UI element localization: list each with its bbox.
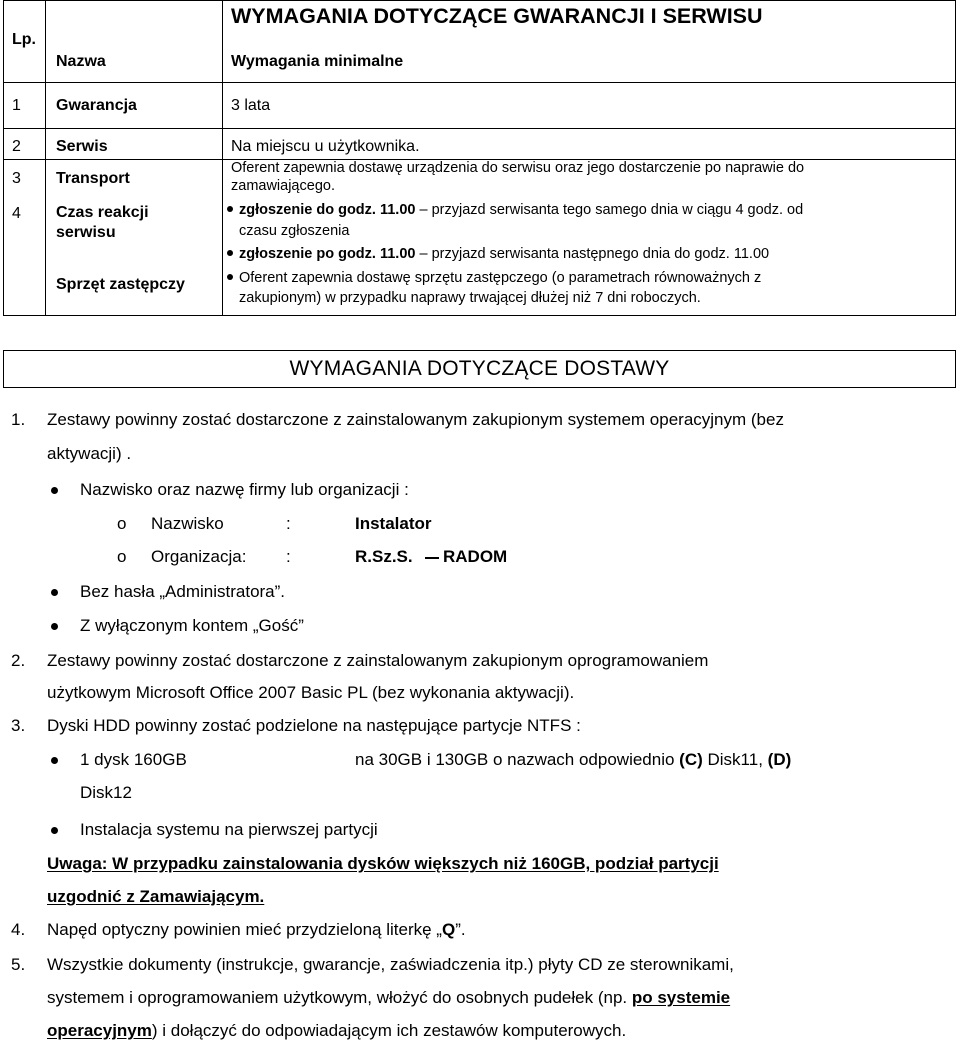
row-number: 2 — [12, 138, 21, 155]
bullet-icon — [51, 589, 58, 596]
disk-d-label: (D) — [767, 750, 792, 769]
table-row — [4, 129, 956, 160]
install-partition: Instalacja systemu na pierwszej partycji — [80, 820, 378, 839]
lp-header: Lp. — [12, 31, 36, 48]
item-1-number: 1. — [11, 410, 26, 429]
bullet-no-password: Bez hasła „Administratora”. — [80, 582, 286, 601]
delivery-title-box — [3, 350, 956, 388]
item-5-line-2-text: systemem i oprogramowaniem użytkowym, włożyć do osobnych pudełek (np. — [47, 988, 632, 1007]
response-bullet-1 — [227, 202, 803, 218]
replacement-bullet — [227, 270, 761, 286]
bullet-icon — [51, 623, 58, 630]
bullet-icon — [227, 206, 233, 212]
item-5-line-3-bold: operacyjnym — [47, 1021, 152, 1040]
row-number: 1 — [12, 97, 21, 114]
item-1-line-1: Zestawy powinny zostać dostarczone z zainstalowanym zakupionym systemem operacyjnym (bez — [47, 410, 784, 429]
table-header-row — [4, 1, 956, 83]
sub-value-organization-b: RADOM — [443, 547, 508, 566]
sub-value-surname: Instalator — [355, 514, 432, 533]
name-header-cell — [46, 1, 223, 83]
disk-c-label: (C) — [679, 750, 703, 769]
disk-partitions-text-2: Disk11, — [702, 750, 768, 769]
merged-requirement-cell — [223, 160, 956, 316]
merged-name-cell — [46, 160, 223, 316]
bullet-icon — [227, 250, 233, 256]
item-5-line-2 — [47, 988, 730, 1008]
disk-line-2: Disk12 — [80, 783, 132, 802]
row-requirement: Na miejscu u użytkownika. — [231, 138, 420, 155]
row-number: 4 — [12, 205, 21, 222]
bullet-icon — [51, 487, 58, 494]
item-3-line-1: Dyski HDD powinny zostać podzielone na następujące partycje NTFS : — [47, 716, 581, 735]
transport-requirement-1: Oferent zapewnia dostawę urządzenia do serwisu oraz jego dostarczenie po naprawie do — [231, 160, 805, 176]
response-bullet-2 — [227, 246, 769, 262]
dash-line — [425, 557, 439, 559]
disk-partitions-text: na 30GB i 130GB o nazwach odpowiednio — [355, 750, 680, 769]
disk-partitions — [355, 750, 791, 770]
warranty-table — [3, 0, 956, 316]
item-1-line-2: aktywacji) . — [47, 444, 132, 463]
row-name-replacement: Sprzęt zastępczy — [56, 276, 185, 293]
disk-size: 1 dysk 160GB — [80, 750, 187, 769]
item-3-number: 3. — [11, 716, 26, 735]
item-4-letter: Q — [441, 920, 456, 939]
table-title: WYMAGANIA DOTYCZĄCE GWARANCJI I SERWISU — [231, 4, 763, 28]
bullet-guest-disabled: Z wyłączonym kontem „Gość” — [80, 616, 304, 635]
item-4-text — [47, 920, 466, 940]
sub-label-organization: Organizacja: — [151, 547, 247, 566]
bullet-icon — [51, 757, 58, 764]
bullet-text: Oferent zapewnia dostawę sprzętu zastępczego (o parametrach równoważnych z — [239, 270, 762, 286]
bullet-name-org: Nazwisko oraz nazwę firmy lub organizacji : — [80, 480, 409, 499]
sub-colon: : — [286, 547, 291, 566]
item-5-line-2-bold: po systemie — [631, 988, 731, 1007]
transport-requirement-2: zamawiającego. — [231, 178, 335, 194]
table-row-merged — [4, 160, 956, 316]
replacement-bullet-cont: zakupionym) w przypadku naprawy trwającej dłużej niż 7 dni roboczych. — [239, 290, 701, 306]
item-4-text-a: Napęd optyczny powinien mieć przydzieloną literkę „ — [47, 920, 442, 939]
sub-colon: : — [286, 514, 291, 533]
row-name: Gwarancja — [56, 97, 137, 114]
item-4-number: 4. — [11, 920, 26, 939]
requirements-header-cell — [223, 1, 956, 83]
delivery-title: WYMAGANIA DOTYCZĄCE DOSTAWY — [289, 357, 670, 380]
item-5-line-3-text: ) i dołączyć do odpowiadającym ich zestawów komputerowych. — [151, 1021, 627, 1040]
name-header: Nazwa — [56, 53, 106, 70]
row-requirement: 3 lata — [231, 97, 271, 114]
response-bullet-1-cont: czasu zgłoszenia — [239, 223, 350, 239]
row-name-response-time-2: serwisu — [56, 224, 116, 241]
merged-number-cell — [4, 160, 46, 316]
bullet-text: – przyjazd serwisanta następnego dnia do godz. 11.00 — [415, 246, 770, 262]
note-line-1: Uwaga: W przypadku zainstalowania dysków większych niż 160GB, podział partycji — [47, 854, 719, 873]
row-number: 3 — [12, 170, 21, 187]
sub-label-surname: Nazwisko — [151, 514, 224, 533]
item-2-line-1: Zestawy powinny zostać dostarczone z zainstalowanym zakupionym oprogramowaniem — [47, 651, 709, 670]
item-5-number: 5. — [11, 955, 26, 974]
lp-header-cell — [4, 1, 46, 83]
item-5-line-1: Wszystkie dokumenty (instrukcje, gwarancje, zaświadczenia itp.) płyty CD ze sterownikami, — [47, 955, 734, 974]
item-5-line-3 — [47, 1021, 626, 1041]
bullet-icon — [227, 274, 233, 280]
item-2-line-2: użytkowym Microsoft Office 2007 Basic PL (bez wykonania aktywacji). — [47, 683, 575, 702]
row-name: Serwis — [56, 138, 108, 155]
row-name-response-time: Czas reakcji — [56, 204, 149, 221]
sub-marker-icon: o — [117, 547, 127, 566]
note-line-2: uzgodnić z Zamawiającym. — [47, 887, 265, 906]
bullet-bold-text: zgłoszenie po godz. 11.00 — [239, 246, 416, 262]
row-name-transport: Transport — [56, 170, 130, 187]
bullet-bold-text: zgłoszenie do godz. 11.00 — [239, 202, 416, 218]
sub-marker-icon: o — [117, 514, 127, 533]
item-2-number: 2. — [11, 651, 26, 670]
bullet-text: – przyjazd serwisanta tego samego dnia w ciągu 4 godz. od — [415, 202, 804, 218]
requirements-header: Wymagania minimalne — [231, 53, 404, 70]
bullet-icon — [51, 827, 58, 834]
item-4-text-b: ”. — [455, 920, 466, 939]
table-row — [4, 83, 956, 129]
sub-value-organization-a: R.Sz.S. — [355, 547, 413, 566]
